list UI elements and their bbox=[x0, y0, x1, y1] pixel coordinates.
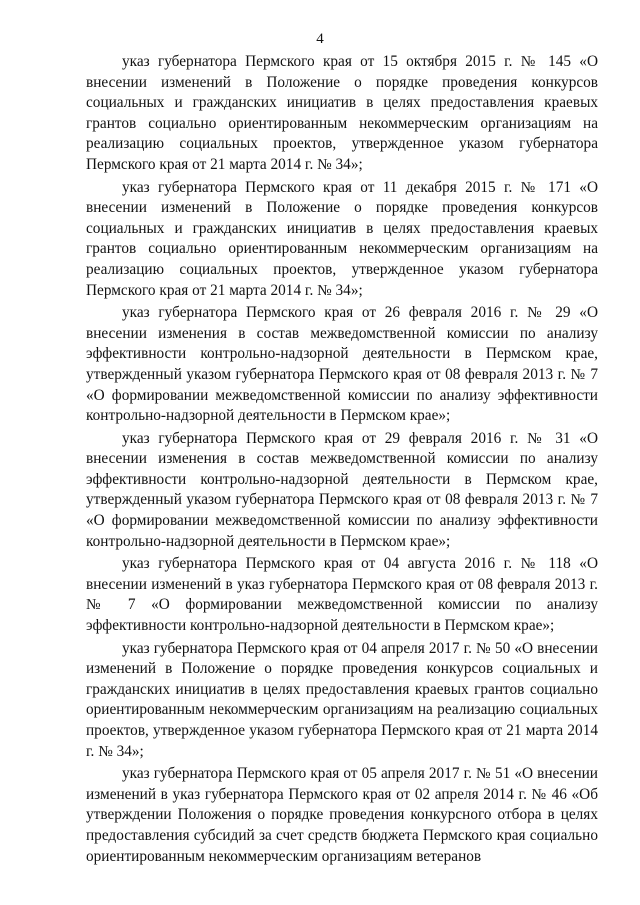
list-item-decree-51: указ губернатора Пермского края от 05 апреля 2017 г. № 51 «О внесении изменений в указ губернатора Пермского края от 02 апреля 2014 г. № 46 «Об утверждении Положения о порядке проведения конкурсного отбора в целях предоставления субсидий за счет средств бюджета Пермского края социально ориентированным некоммерческим организациям ветеранов bbox=[86, 765, 598, 865]
list-item-decree-118: указ губернатора Пермского края от 04 августа 2016 г. № 118 «О внесении изменений в указ губернатора Пермского края от 08 февраля 2013 г. № 7 «О формировании межведомственной комиссии по анализу эффективности контрольно-надзорной деятельности в Пермском крае»; bbox=[86, 555, 598, 635]
list-item-decree-50: указ губернатора Пермского края от 04 апреля 2017 г. № 50 «О внесении изменений в Положение о порядке проведения конкурсов социальных и гражданских инициатив в целях предоставления краевых грантов социально ориентированным некоммерческим организациям на реализацию социальных проектов, утвержденное указом губернатора Пермского края от 21 марта 2014 г. № 34»; bbox=[86, 639, 598, 760]
list-item-decree-171: указ губернатора Пермского края от 11 декабря 2015 г. № 171 «О внесении изменений в Положение о порядке проведения конкурсов социальных и гражданских инициатив в целях предоставления краевых грантов социально ориентированным некоммерческим организациям на реализацию социальных проектов, утвержденное указом губернатора Пермского края от 21 марта 2014 г. № 34»; bbox=[86, 178, 598, 299]
document-body bbox=[86, 52, 598, 869]
list-item-decree-145: указ губернатора Пермского края от 15 октября 2015 г. № 145 «О внесении изменений в Положение о порядке проведения конкурсов социальных и гражданских инициатив в целях предоставления краевых грантов социально ориентированным некоммерческим организациям на реализацию социальных проектов, утвержденное указом губернатора Пермского края от 21 марта 2014 г. № 34»; bbox=[86, 53, 598, 173]
list-item-decree-29: указ губернатора Пермского края от 26 февраля 2016 г. № 29 «О внесении изменения в состав межведомственной комиссии по анализу эффективности контрольно-надзорной деятельности в Пермском крае, утвержденный указом губернатора Пермского края от 08 февраля 2013 г. № 7 «О формировании межведомственной комиссии по анализу эффективности контрольно-надзорной деятельности в Пермском крае»; bbox=[86, 304, 598, 425]
page-number: 4 bbox=[316, 31, 324, 47]
list-item-decree-31: указ губернатора Пермского края от 29 февраля 2016 г. № 31 «О внесении изменения в состав межведомственной комиссии по анализу эффективности контрольно-надзорной деятельности в Пермском крае, утвержденный указом губернатора Пермского края от 08 февраля 2013 г. № 7 «О формировании межведомственной комиссии по анализу эффективности контрольно-надзорной деятельности в Пермском крае»; bbox=[86, 429, 598, 550]
